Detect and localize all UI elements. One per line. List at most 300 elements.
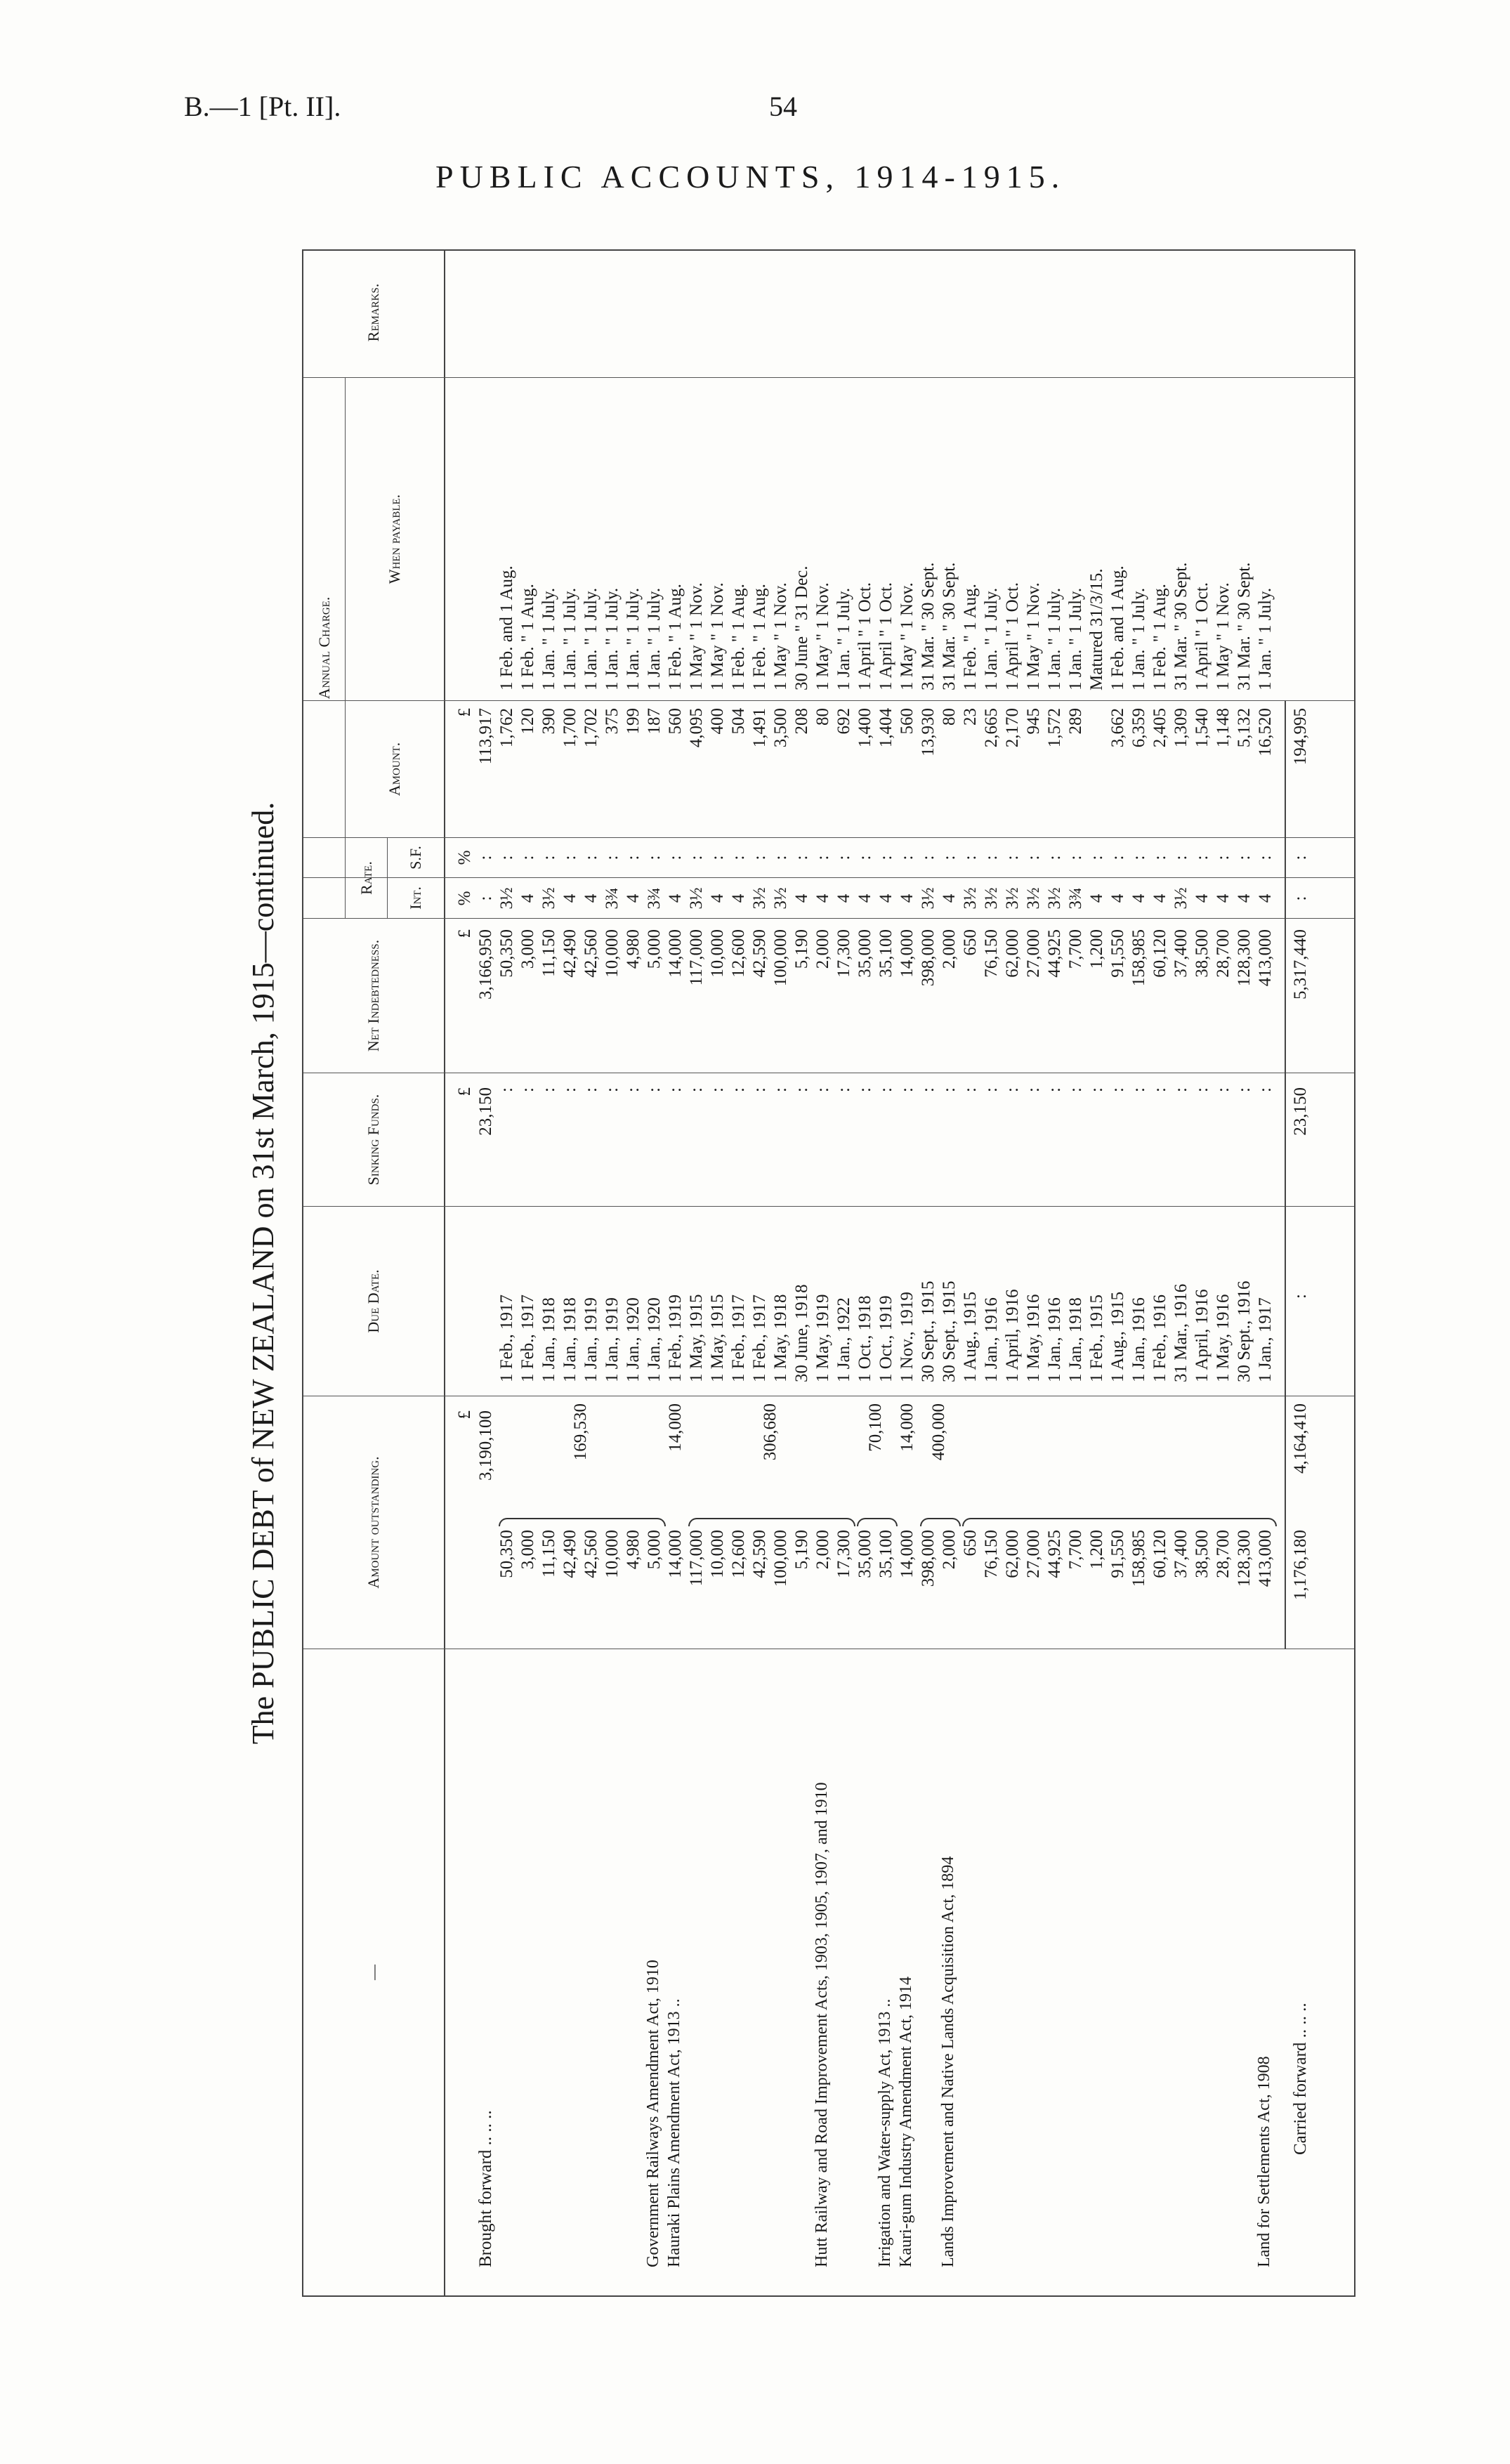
row-amount-outstanding: 17,300 <box>834 1530 853 1578</box>
row-amount-outstanding: 413,000 <box>1256 1530 1275 1587</box>
row-amount-outstanding: 4,980 <box>624 1530 643 1570</box>
unit-pound-sinking: £ <box>455 1087 474 1096</box>
row-annual-amount: 1,540 <box>1193 708 1212 748</box>
row-amount-outstanding: 76,150 <box>982 1530 1001 1578</box>
row-annual-amount: 1,762 <box>497 708 516 748</box>
row-net-indebtedness: 158,985 <box>1129 929 1148 987</box>
row-sf-rate: : <box>961 855 980 860</box>
row-due-date: 31 Mar., 1916 <box>1171 1283 1190 1382</box>
row-sf-rate: : <box>645 855 664 860</box>
row-when-payable: 1 Jan. " 1 July. <box>560 587 579 690</box>
row-sinking: : <box>813 1087 832 1092</box>
row-amount-outstanding: 27,000 <box>1024 1530 1043 1578</box>
row-net-indebtedness: 128,300 <box>1235 929 1254 987</box>
row-sinking: : <box>1003 1087 1022 1092</box>
row-due-date: 1 Jan., 1920 <box>645 1297 664 1382</box>
row-due-date: 1 Jan., 1916 <box>1045 1297 1064 1382</box>
row-sf-rate: : <box>1193 855 1212 860</box>
row-when-payable: Matured 31/3/15. <box>1087 568 1106 690</box>
row-due-date: 1 May, 1915 <box>708 1294 727 1382</box>
row-net-indebtedness: 60,120 <box>1150 929 1169 978</box>
row-net-indebtedness: 5,000 <box>645 929 664 969</box>
row-amount-outstanding: 2,000 <box>940 1530 959 1570</box>
row-sf-rate: : <box>1171 855 1190 860</box>
row-when-payable: 1 Feb. and 1 Aug. <box>497 565 516 690</box>
row-sinking: : <box>855 1087 874 1092</box>
row-annual-amount: 187 <box>645 708 664 735</box>
row-when-payable: 1 Feb. " 1 Aug. <box>518 584 537 690</box>
unit-pound-net: £ <box>455 929 474 938</box>
row-when-payable: 1 Jan. " 1 July. <box>582 587 600 690</box>
row-amount-outstanding: 117,000 <box>687 1530 706 1587</box>
row-int-rate: 3½ <box>1024 887 1043 910</box>
row-sf-rate: : <box>1003 855 1022 860</box>
row-annual-amount: 1,491 <box>750 708 769 748</box>
row-int-rate: 3¾ <box>645 887 664 910</box>
public-debt-table <box>239 249 1363 2297</box>
row-sf-rate: : <box>1108 855 1127 860</box>
row-when-payable: 1 May " 1 Nov. <box>1214 582 1233 690</box>
row-amount-outstanding: 50,350 <box>497 1530 516 1578</box>
row-due-date: 1 May, 1916 <box>1024 1294 1043 1382</box>
row-net-indebtedness: 413,000 <box>1256 929 1275 987</box>
row-amount-outstanding: 3,000 <box>518 1530 537 1570</box>
row-due-date: 1 Feb., 1915 <box>1087 1295 1106 1382</box>
row-net-indebtedness: 11,150 <box>539 929 558 977</box>
row-int-rate: 4 <box>813 893 832 903</box>
row-net-indebtedness: 10,000 <box>603 929 622 978</box>
row-sinking: : <box>750 1087 769 1092</box>
row-int-rate: 4 <box>1214 893 1233 903</box>
row-net-indebtedness: 27,000 <box>1024 929 1043 978</box>
brought-forward-net: 3,166,950 <box>476 929 495 1000</box>
group-label: Land for Settlements Act, 1908 <box>1255 2056 1273 2267</box>
row-due-date: 1 Jan., 1917 <box>1256 1297 1275 1382</box>
row-net-indebtedness: 398,000 <box>919 929 938 987</box>
row-int-rate: 4 <box>898 893 917 903</box>
header-net-indebtedness: Net Indebtedness. <box>303 919 444 1073</box>
row-sf-rate: : <box>560 855 579 860</box>
row-annual-amount <box>1086 708 1108 834</box>
header-description: — <box>365 1965 382 1980</box>
row-sf-rate: : <box>1045 855 1064 860</box>
group-brace <box>499 1518 666 1526</box>
row-sf-rate: : <box>666 855 685 860</box>
row-sinking: : <box>919 1087 938 1092</box>
row-when-payable: 1 May " 1 Nov. <box>813 582 832 690</box>
row-net-indebtedness: 7,700 <box>1066 929 1085 969</box>
row-due-date: 30 Sept., 1915 <box>919 1280 938 1382</box>
row-net-indebtedness: 42,490 <box>560 929 579 978</box>
row-amount-outstanding: 14,000 <box>666 1530 685 1578</box>
row-due-date: 1 Nov., 1919 <box>898 1292 917 1382</box>
row-int-rate: 3½ <box>1171 887 1190 910</box>
row-annual-amount: 1,404 <box>877 708 895 748</box>
row-sf-rate: : <box>1150 855 1169 860</box>
group-total: 306,680 <box>761 1403 780 1461</box>
row-amount-outstanding: 12,600 <box>729 1530 748 1578</box>
row-net-indebtedness: 14,000 <box>898 929 917 978</box>
row-annual-amount: 692 <box>834 708 853 735</box>
row-due-date: 1 Jan., 1918 <box>1066 1297 1085 1382</box>
header-remarks: Remarks. <box>303 248 444 378</box>
row-sf-rate: : <box>1235 855 1254 860</box>
row-sinking: : <box>961 1087 980 1092</box>
row-sinking: : <box>1256 1087 1275 1092</box>
row-sinking: : <box>1171 1087 1190 1092</box>
row-due-date: 1 Jan., 1919 <box>582 1297 600 1382</box>
row-annual-amount: 560 <box>898 708 917 735</box>
row-amount-outstanding: 5,190 <box>792 1530 811 1570</box>
row-annual-amount: 2,170 <box>1003 708 1022 748</box>
row-annual-amount: 3,500 <box>771 708 790 748</box>
row-amount-outstanding: 37,400 <box>1171 1530 1190 1578</box>
row-when-payable: 1 Jan. " 1 July. <box>982 587 1001 690</box>
row-int-rate: 4 <box>518 893 537 903</box>
table-grid <box>302 249 1355 2297</box>
row-when-payable: 1 Jan. " 1 July. <box>645 587 664 690</box>
row-sinking: : <box>729 1087 748 1092</box>
row-net-indebtedness: 91,550 <box>1108 929 1127 978</box>
row-sf-rate: : <box>855 855 874 860</box>
row-net-indebtedness: 44,925 <box>1045 929 1064 978</box>
carried-forward-sf: : <box>1291 855 1310 860</box>
row-sf-rate: : <box>898 855 917 860</box>
group-brace <box>688 1518 855 1526</box>
group-brace <box>920 1518 961 1526</box>
row-when-payable: 1 Jan. " 1 July. <box>1129 587 1148 690</box>
row-int-rate: 4 <box>834 893 853 903</box>
row-sf-rate: : <box>729 855 748 860</box>
row-due-date: 1 May, 1915 <box>687 1294 706 1382</box>
row-amount-outstanding: 100,000 <box>771 1530 790 1587</box>
row-due-date: 1 April, 1916 <box>1003 1289 1022 1382</box>
row-sf-rate: : <box>1066 855 1085 860</box>
row-annual-amount: 560 <box>666 708 685 735</box>
row-due-date: 30 Sept., 1915 <box>940 1280 959 1382</box>
row-net-indebtedness: 17,300 <box>834 929 853 978</box>
header-rate: Rate. <box>346 838 388 919</box>
row-sf-rate: : <box>792 855 811 860</box>
group-total: 14,000 <box>898 1403 917 1452</box>
row-when-payable: 1 Jan. " 1 July. <box>603 587 622 690</box>
row-annual-amount: 80 <box>940 708 959 726</box>
carried-forward-int: : <box>1291 896 1310 901</box>
row-amount-outstanding: 398,000 <box>919 1530 938 1587</box>
row-annual-amount: 2,665 <box>982 708 1001 748</box>
row-net-indebtedness: 37,400 <box>1171 929 1190 978</box>
row-annual-amount: 3,662 <box>1108 708 1127 748</box>
group-brace <box>962 1518 1277 1526</box>
row-sinking: : <box>518 1087 537 1092</box>
header-amount-outstanding: Amount outstanding. <box>303 1396 444 1649</box>
row-when-payable: 1 Jan. " 1 July. <box>539 587 558 690</box>
row-due-date: 1 Jan., 1918 <box>560 1297 579 1382</box>
row-amount-outstanding: 5,000 <box>645 1530 664 1570</box>
group-label: Government Railways Amendment Act, 1910 <box>644 1960 662 2267</box>
row-when-payable: 31 Mar. " 30 Sept. <box>940 562 959 690</box>
row-due-date: 1 Feb., 1917 <box>750 1295 769 1382</box>
row-amount-outstanding: 35,100 <box>877 1530 895 1578</box>
row-sinking: : <box>666 1087 685 1092</box>
row-annual-amount: 4,095 <box>687 708 706 748</box>
brought-forward-sf: : <box>476 855 495 860</box>
row-int-rate: 3¾ <box>603 887 622 910</box>
row-net-indebtedness: 42,560 <box>582 929 600 978</box>
row-int-rate: 3½ <box>687 887 706 910</box>
page-number: 54 <box>769 91 797 122</box>
row-due-date: 1 May, 1918 <box>771 1294 790 1382</box>
row-when-payable: 1 April " 1 Oct. <box>877 582 895 690</box>
row-amount-outstanding: 650 <box>961 1530 980 1557</box>
row-net-indebtedness: 2,000 <box>813 929 832 969</box>
row-sf-rate: : <box>982 855 1001 860</box>
row-sf-rate: : <box>834 855 853 860</box>
carried-forward-amount-a: 1,176,180 <box>1291 1530 1310 1600</box>
row-annual-amount: 208 <box>792 708 811 735</box>
row-amount-outstanding: 60,120 <box>1150 1530 1169 1578</box>
row-amount-outstanding: 10,000 <box>603 1530 622 1578</box>
row-sf-rate: : <box>877 855 895 860</box>
row-amount-outstanding: 11,150 <box>539 1530 558 1578</box>
row-when-payable: 1 May " 1 Nov. <box>687 582 706 690</box>
row-int-rate: 4 <box>1087 893 1106 903</box>
row-sinking: : <box>497 1087 516 1092</box>
row-sf-rate: : <box>1256 855 1275 860</box>
row-annual-amount: 1,702 <box>582 708 600 748</box>
row-net-indebtedness: 38,500 <box>1193 929 1212 978</box>
row-amount-outstanding: 158,985 <box>1129 1530 1148 1587</box>
row-amount-outstanding: 42,590 <box>750 1530 769 1578</box>
header-int: Int. <box>388 878 444 919</box>
row-due-date: 1 May, 1916 <box>1214 1294 1233 1382</box>
row-sf-rate: : <box>624 855 643 860</box>
brought-forward-amount: 113,917 <box>476 708 495 765</box>
row-sf-rate: : <box>940 855 959 860</box>
row-int-rate: 4 <box>792 893 811 903</box>
row-net-indebtedness: 50,350 <box>497 929 516 978</box>
row-due-date: 1 April, 1916 <box>1193 1289 1212 1382</box>
row-sinking: : <box>1235 1087 1254 1092</box>
row-sf-rate: : <box>1087 855 1106 860</box>
row-sf-rate: : <box>603 855 622 860</box>
row-int-rate: 4 <box>1235 893 1254 903</box>
row-due-date: 1 Aug., 1915 <box>1108 1291 1127 1382</box>
row-when-payable: 30 June " 31 Dec. <box>792 565 811 690</box>
row-sinking: : <box>898 1087 917 1092</box>
header-sf: S.F. <box>388 838 444 878</box>
row-annual-amount: 5,132 <box>1235 708 1254 748</box>
row-sinking: : <box>560 1087 579 1092</box>
row-int-rate: 3½ <box>1003 887 1022 910</box>
row-sinking: : <box>708 1087 727 1092</box>
row-int-rate: 4 <box>729 893 748 903</box>
row-sinking: : <box>877 1087 895 1092</box>
row-int-rate: 3¾ <box>1066 887 1085 910</box>
row-int-rate: 4 <box>560 893 579 903</box>
row-int-rate: 4 <box>877 893 895 903</box>
row-due-date: 1 Feb., 1917 <box>729 1295 748 1382</box>
group-label: Hauraki Plains Amendment Act, 1913 .. <box>665 1998 683 2267</box>
row-when-payable: 1 Jan. " 1 July. <box>624 587 643 690</box>
row-annual-amount: 1,400 <box>855 708 874 748</box>
row-annual-amount: 120 <box>518 708 537 735</box>
unit-percent-int: % <box>455 891 474 906</box>
row-sf-rate: : <box>1024 855 1043 860</box>
row-net-indebtedness: 62,000 <box>1003 929 1022 978</box>
row-sf-rate: : <box>750 855 769 860</box>
row-when-payable: 1 Feb. and 1 Aug. <box>1108 565 1127 690</box>
row-amount-outstanding: 38,500 <box>1193 1530 1212 1578</box>
row-int-rate: 4 <box>1193 893 1212 903</box>
row-sinking: : <box>582 1087 600 1092</box>
row-due-date: 1 Jan., 1918 <box>539 1297 558 1382</box>
header-when-payable: When payable. <box>346 378 444 701</box>
row-sinking: : <box>1087 1087 1106 1092</box>
row-net-indebtedness: 42,590 <box>750 929 769 978</box>
row-sf-rate: : <box>518 855 537 860</box>
row-sinking: : <box>645 1087 664 1092</box>
row-annual-amount: 400 <box>708 708 727 735</box>
carried-forward-label: Carried forward .. .. .. <box>1291 2003 1310 2155</box>
carried-forward-total: 4,164,410 <box>1291 1403 1310 1474</box>
row-int-rate: 4 <box>1150 893 1169 903</box>
row-sinking: : <box>603 1087 622 1092</box>
row-due-date: 1 Jan., 1916 <box>982 1297 1001 1382</box>
group-total: 169,530 <box>571 1403 590 1461</box>
row-int-rate: 3½ <box>961 887 980 910</box>
row-due-date: 1 Jan., 1920 <box>624 1297 643 1382</box>
row-when-payable: 1 Feb. " 1 Aug. <box>666 584 685 690</box>
row-amount-outstanding: 28,700 <box>1214 1530 1233 1578</box>
row-int-rate: 4 <box>582 893 600 903</box>
row-annual-amount: 13,930 <box>919 708 938 756</box>
row-annual-amount: 390 <box>539 708 558 735</box>
row-net-indebtedness: 100,000 <box>771 929 790 987</box>
row-sf-rate: : <box>539 855 558 860</box>
carried-forward-due: : <box>1291 1294 1310 1299</box>
row-int-rate: 4 <box>624 893 643 903</box>
row-int-rate: 4 <box>666 893 685 903</box>
row-sf-rate: : <box>771 855 790 860</box>
brought-forward-sinking: 23,150 <box>476 1087 495 1136</box>
row-annual-amount: 1,572 <box>1045 708 1064 748</box>
row-int-rate: 4 <box>708 893 727 903</box>
row-sinking: : <box>539 1087 558 1092</box>
row-annual-amount: 375 <box>603 708 622 735</box>
row-annual-amount: 23 <box>961 708 980 726</box>
row-when-payable: 31 Mar. " 30 Sept. <box>1235 562 1254 690</box>
group-label: Lands Improvement and Native Lands Acquisition Act, 1894 <box>939 1856 957 2267</box>
row-due-date: 1 Jan., 1919 <box>603 1297 622 1382</box>
row-due-date: 1 May, 1919 <box>813 1294 832 1382</box>
row-sinking: : <box>624 1087 643 1092</box>
row-when-payable: 1 Jan. " 1 July. <box>834 587 853 690</box>
group-label: Hutt Railway and Road Improvement Acts, 1903, 1905, 1907, and 1910 <box>813 1782 831 2267</box>
row-amount-outstanding: 7,700 <box>1066 1530 1085 1570</box>
row-when-payable: 1 May " 1 Nov. <box>1024 582 1043 690</box>
row-net-indebtedness: 117,000 <box>687 929 706 986</box>
row-sf-rate: : <box>497 855 516 860</box>
row-int-rate: 3½ <box>750 887 769 910</box>
row-annual-amount: 16,520 <box>1256 708 1275 756</box>
row-sinking: : <box>1045 1087 1064 1092</box>
row-when-payable: 1 April " 1 Oct. <box>1003 582 1022 690</box>
row-net-indebtedness: 35,000 <box>855 929 874 978</box>
row-due-date: 1 Jan., 1922 <box>834 1297 853 1382</box>
row-net-indebtedness: 35,100 <box>877 929 895 978</box>
header-due-date: Due Date. <box>303 1207 444 1396</box>
row-net-indebtedness: 76,150 <box>982 929 1001 978</box>
row-net-indebtedness: 14,000 <box>666 929 685 978</box>
row-annual-amount: 1,148 <box>1214 708 1233 748</box>
row-net-indebtedness: 1,200 <box>1087 929 1106 969</box>
row-int-rate: 3½ <box>539 887 558 910</box>
row-annual-amount: 80 <box>813 708 832 726</box>
row-annual-amount: 504 <box>729 708 748 735</box>
row-annual-amount: 2,405 <box>1150 708 1169 748</box>
row-amount-outstanding: 42,560 <box>582 1530 600 1578</box>
row-int-rate: 4 <box>940 893 959 903</box>
row-when-payable: 31 Mar. " 30 Sept. <box>1171 562 1190 690</box>
row-sinking: : <box>1108 1087 1127 1092</box>
row-net-indebtedness: 3,000 <box>518 929 537 969</box>
row-when-payable: 1 Feb. " 1 Aug. <box>750 584 769 690</box>
row-annual-amount: 289 <box>1066 708 1085 735</box>
group-label: Kauri-gum Industry Amendment Act, 1914 <box>897 1977 915 2267</box>
row-sinking: : <box>834 1087 853 1092</box>
row-amount-outstanding: 91,550 <box>1108 1530 1127 1578</box>
row-annual-amount: 945 <box>1024 708 1043 735</box>
row-amount-outstanding: 1,200 <box>1087 1530 1106 1570</box>
row-due-date: 1 Aug., 1915 <box>961 1291 980 1382</box>
row-annual-amount: 1,700 <box>560 708 579 748</box>
row-annual-amount: 199 <box>624 708 643 735</box>
row-amount-outstanding: 62,000 <box>1003 1530 1022 1578</box>
row-sinking: : <box>1214 1087 1233 1092</box>
row-int-rate: 4 <box>855 893 874 903</box>
row-amount-outstanding: 42,490 <box>560 1530 579 1578</box>
row-due-date: 30 June, 1918 <box>792 1284 811 1382</box>
row-sf-rate: : <box>1214 855 1233 860</box>
row-amount-outstanding: 14,000 <box>898 1530 917 1578</box>
row-sf-rate: : <box>1129 855 1148 860</box>
row-when-payable: 1 May " 1 Nov. <box>898 582 917 690</box>
row-amount-outstanding: 35,000 <box>855 1530 874 1578</box>
row-sf-rate: : <box>687 855 706 860</box>
row-net-indebtedness: 10,000 <box>708 929 727 978</box>
row-int-rate: 3½ <box>771 887 790 910</box>
carried-forward-sinking: 23,150 <box>1291 1087 1310 1136</box>
row-when-payable: 1 Jan. " 1 July. <box>1256 587 1275 690</box>
row-int-rate: 4 <box>1108 893 1127 903</box>
document-reference: B.—1 [Pt. II]. <box>184 91 341 122</box>
row-int-rate: 4 <box>1256 893 1275 903</box>
row-int-rate: 3½ <box>982 887 1001 910</box>
unit-pound-amount: £ <box>455 1410 474 1420</box>
row-due-date: 1 Oct., 1918 <box>855 1295 874 1382</box>
row-annual-amount: 6,359 <box>1129 708 1148 748</box>
row-amount-outstanding: 10,000 <box>708 1530 727 1578</box>
page-title: PUBLIC ACCOUNTS, 1914-1915. <box>435 159 1066 195</box>
row-sinking: : <box>940 1087 959 1092</box>
row-sf-rate: : <box>582 855 600 860</box>
row-due-date: 1 Oct., 1919 <box>877 1295 895 1382</box>
row-when-payable: 1 May " 1 Nov. <box>771 582 790 690</box>
row-sinking: : <box>687 1087 706 1092</box>
row-due-date: 30 Sept., 1916 <box>1235 1280 1254 1382</box>
brought-forward-int: : <box>476 896 495 901</box>
